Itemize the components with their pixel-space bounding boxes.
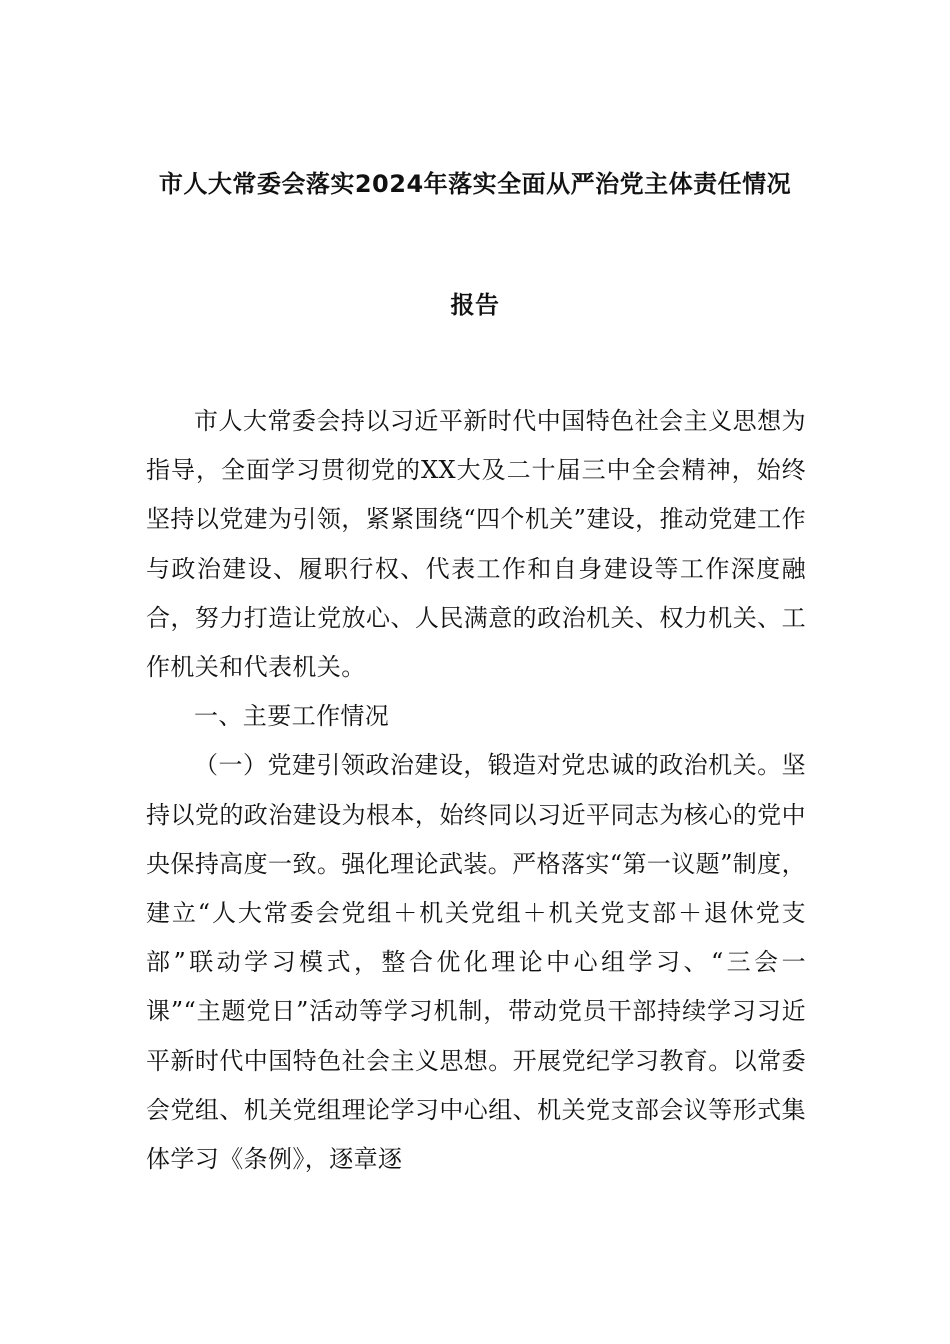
document-title-line1: 市人大常委会落实2024年落实全面从严治党主体责任情况 <box>158 170 792 198</box>
document-title-line2: 报告 <box>450 291 500 319</box>
section1-heading: 一、主要工作情况 <box>194 702 390 731</box>
section1-paragraph: （一）党建引领政治建设，锻造对党忠诚的政治机关。坚持以党的政治建设为根本，始终同以习近平同志为核心的党中央保持高度一致。强化理论武装。严格落实“第一议题”制度，建立“人大常委会党组＋机关党组＋机关党支部＋退休党支部”联动学习模式，整合优化理论中心组学习、“三会一课”“主题党日”活动等学习机制，带动党员干部持续学习习近平新时代中国特色社会主义思想。开展党纪学习教育。以常委会党组、机关党组理论学习中心组、机关党支部会议等形式集体学习《条例》，逐章逐 <box>146 751 806 1174</box>
document-body <box>146 397 806 1184</box>
intro-paragraph: 市人大常委会持以习近平新时代中国特色社会主义思想为指导，全面学习贯彻党的XX大及二十届三中全会精神，始终坚持以党建为引领，紧紧围绕“四个机关”建设，推动党建工作与政治建设、履职行权、代表工作和自身建设等工作深度融合，努力打造让党放心、人民满意的政治机关、权力机关、工作机关和代表机关。 <box>146 407 806 682</box>
